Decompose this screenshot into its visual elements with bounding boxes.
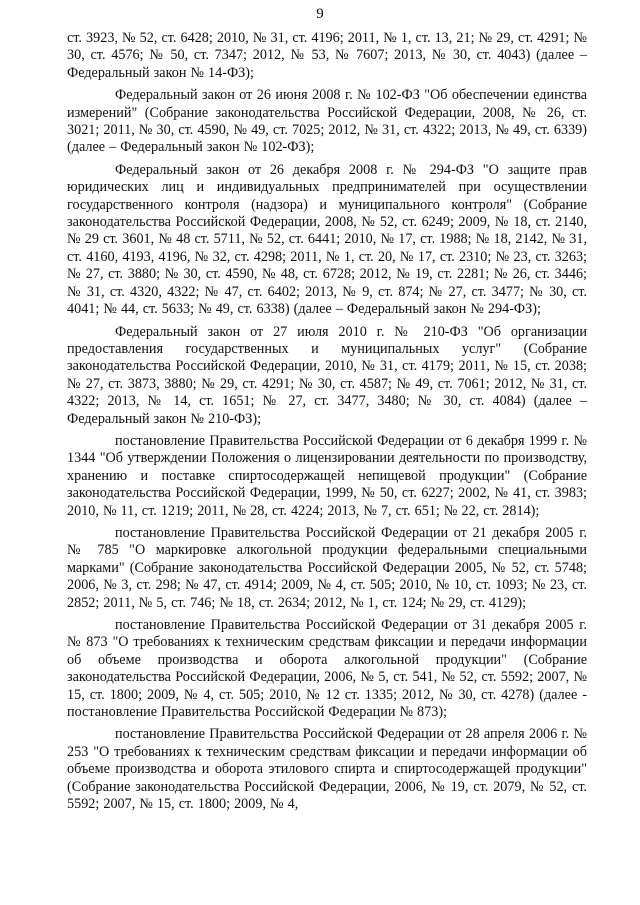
paragraph-resolution-253: постановление Правительства Российской Федерации от 28 апреля 2006 г. № 253 "О требованиях к техническим средствам фиксации и передачи информации об объеме производства и оборота этилового спирта и спиртосодержащей продукции" (Собрание законодательства Российской Федерации, 2006, № 19, ст. 2079, № 52, ст. 5592; 2007, № 15, ст. 1800; 2009, № 4, xyxy=(67,726,587,813)
paragraph-resolution-1344: постановление Правительства Российской Федерации от 6 декабря 1999 г. № 1344 "Об утверждении Положения о лицензировании деятельности по производству, хранению и поставке спиртосодержащей непищевой продукции" (Собрание законодательства Российской Федерации, 1999, № 50, ст. 6227; 2002, № 41, ст. 3983; 2010, № 11, ст. 1219; 2011, № 28, ст. 4224; 2013, № 7, ст. 651; № 22, ст. 2814); xyxy=(67,432,587,519)
paragraph-law-210fz: Федеральный закон от 27 июля 2010 г. № 210-ФЗ "Об организации предоставления государственных и муниципальных услуг" (Собрание законодательства Российской Федерации, 2010, № 31, ст. 4179; 2011, № 15, ст. 2038; № 27, ст. 3873, 3880; № 29, ст. 4291; № 30, ст. 4587; № 49, ст. 7061; 2012, № 31, ст. 4322; 2013, № 14, ст. 1651; № 27, ст. 3477, 3480; № 30, ст. 4084) (далее – Федеральный закон № 210-ФЗ); xyxy=(67,323,587,427)
document-body xyxy=(67,30,587,818)
paragraph-law-102fz: Федеральный закон от 26 июня 2008 г. № 102-ФЗ "Об обеспечении единства измерений" (Собрание законодательства Российской Федерации, 2008, № 26, ст. 3021; 2011, № 30, ст. 4590, № 49, ст. 7025; 2012, № 31, ст. 4322; 2013, № 49, ст. 6339) (далее – Федеральный закон № 102-ФЗ); xyxy=(67,87,587,156)
paragraph-resolution-873: постановление Правительства Российской Федерации от 31 декабря 2005 г. № 873 "О требованиях к техническим средствам фиксации и передачи информации об объеме производства и оборота алкогольной продукции" (Собрание законодательства Российской Федерации, 2006, № 5, ст. 541, № 52, ст. 5592; 2007, № 15, ст. 1800; 2009, № 4, ст. 505; 2010, № 12 ст. 1335; 2012, № 30, ст. 4278) (далее - постановление Правительства Российской Федерации № 873); xyxy=(67,617,587,721)
paragraph-law-14fz-continuation: ст. 3923, № 52, ст. 6428; 2010, № 31, ст. 4196; 2011, № 1, ст. 13, 21; № 29, ст. 4291; № 30, ст. 4576; № 50, ст. 7347; 2012, № 53, № 7607; 2013, № 30, ст. 4043) (далее – Федеральный закон № 14-ФЗ); xyxy=(67,30,587,81)
paragraph-law-294fz: Федеральный закон от 26 декабря 2008 г. № 294-ФЗ "О защите прав юридических лиц и индивидуальных предпринимателей при осуществлении государственного контроля (надзора) и муниципального контроля" (Собрание законодательства Российской Федерации, 2008, № 52, ст. 6249; 2009, № 18, ст. 2140, № 29 ст. 3601, № 48 ст. 5711, № 52, ст. 6441; 2010, № 17, ст. 1988; № 18, 2142, № 31, ст. 4160, 4193, 4196, № 32, ст. 4298; 2011, № 1, ст. 20, № 17, ст. 2310; № 23, ст. 3263; № 27, ст. 3880; № 30, ст. 4590, № 48, ст. 6728; 2012, № 19, ст. 2281; № 26, ст. 3446; № 31, ст. 4320, 4322; № 47, ст. 6402; 2013, № 9, ст. 874; № 27, ст. 3477; № 30, ст. 4041; № 44, ст. 5633; № 49, ст. 6338) (далее – Федеральный закон № 294-ФЗ); xyxy=(67,161,587,318)
page-number: 9 xyxy=(316,6,324,22)
paragraph-resolution-785: постановление Правительства Российской Федерации от 21 декабря 2005 г. № 785 "О маркировке алкогольной продукции федеральными специальными марками" (Собрание законодательства Российской Федерации 2005, № 52, ст. 5748; 2006, № 3, ст. 298; № 47, ст. 4914; 2009, № 4, ст. 505; 2010, № 10, ст. 1093; № 23, ст. 2852; 2011, № 5, ст. 746; № 18, ст. 2634; 2012, № 1, ст. 124; № 29, ст. 4129); xyxy=(67,524,587,611)
